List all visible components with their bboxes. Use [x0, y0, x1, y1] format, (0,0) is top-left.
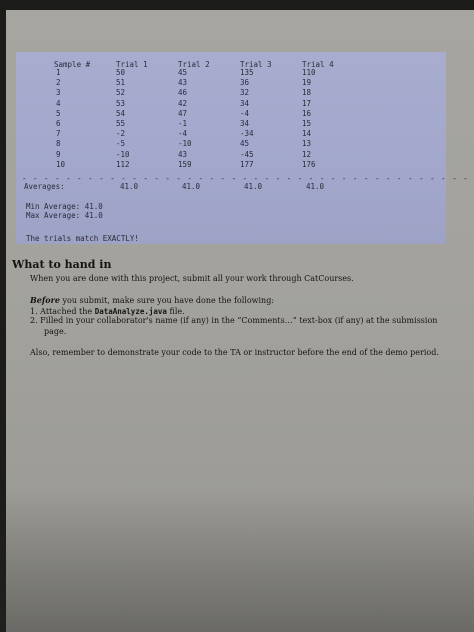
section-heading: What to hand in — [12, 258, 112, 271]
cell-sample: 5 — [56, 108, 61, 118]
table-row — [16, 99, 446, 108]
cell-sample: 2 — [56, 78, 61, 88]
cell-trial-1: 54 — [116, 108, 126, 118]
table-row — [16, 150, 446, 159]
cell-trial-1: 50 — [116, 68, 126, 77]
cell-sample: 3 — [56, 88, 61, 98]
header-trial-1: Trial 1 — [116, 60, 148, 69]
table-row — [16, 160, 446, 169]
match-message: The trials match EXACTLY! — [26, 234, 139, 243]
item1-code: DataAnalyze.java — [94, 307, 167, 316]
cell-trial-3: 135 — [240, 68, 254, 77]
cell-trial-2: 46 — [178, 88, 188, 98]
cell-sample: 8 — [56, 139, 61, 149]
cell-trial-3: 36 — [240, 78, 250, 88]
divider-dashes: - - - - - - - - - - - - - - - - - - - - - - - - - - - - - - - - - - - - - - - - - — [22, 174, 469, 183]
cell-sample: 7 — [56, 129, 61, 139]
averages-label: Averages: — [24, 182, 65, 191]
cell-trial-4: 16 — [302, 108, 312, 118]
item1-suffix: file. — [166, 307, 185, 316]
average-trial-1: 41.0 — [120, 182, 139, 191]
table-row — [16, 109, 446, 118]
table-row — [16, 78, 446, 87]
cell-sample: 10 — [56, 159, 66, 169]
cell-trial-1: 112 — [116, 159, 130, 169]
cell-trial-1: -10 — [116, 149, 130, 159]
cell-trial-1: 55 — [116, 119, 126, 128]
header-trial-4: Trial 4 — [302, 60, 334, 69]
max-average: Max Average: 41.0 — [26, 211, 103, 220]
before-rest: you submit, make sure you have done the following: — [59, 296, 275, 305]
before-text — [30, 295, 274, 305]
cell-trial-3: -34 — [240, 129, 254, 139]
table-row — [16, 88, 446, 97]
cell-trial-1: 52 — [116, 88, 126, 98]
cell-trial-4: 18 — [302, 88, 312, 98]
list-item-2: 2. Filled in your collaborator's name (if any) in the “Comments…” text-box (if any) at the submission — [30, 316, 438, 325]
list-item-2-continued: page. — [44, 327, 67, 336]
average-trial-4: 41.0 — [306, 182, 325, 191]
list-item-1 — [30, 307, 185, 316]
console-output — [16, 52, 469, 244]
cell-trial-2: 47 — [178, 108, 188, 118]
intro-text: When you are done with this project, submit all your work through CatCourses. — [30, 274, 354, 283]
cell-sample: 4 — [56, 98, 61, 108]
cell-trial-1: 53 — [116, 98, 126, 108]
min-max-block — [26, 202, 103, 220]
cell-trial-2: -10 — [178, 139, 192, 149]
cell-trial-3: 45 — [240, 139, 250, 149]
cell-trial-3: -4 — [240, 108, 250, 118]
cell-trial-3: 177 — [240, 159, 254, 169]
min-average: Min Average: 41.0 — [26, 202, 103, 211]
cell-trial-4: 14 — [302, 129, 312, 139]
cell-trial-4: 15 — [302, 119, 312, 128]
cell-trial-3: -45 — [240, 149, 254, 159]
cell-trial-4: 176 — [302, 159, 316, 169]
cell-trial-3: 32 — [240, 88, 250, 98]
cell-trial-4: 12 — [302, 149, 312, 159]
header-trial-2: Trial 2 — [178, 60, 210, 69]
header-trial-3: Trial 3 — [240, 60, 272, 69]
cell-trial-2: 43 — [178, 78, 188, 88]
average-trial-2: 41.0 — [182, 182, 201, 191]
cell-trial-4: 110 — [302, 68, 316, 77]
cell-trial-4: 17 — [302, 98, 312, 108]
cell-trial-2: 159 — [178, 159, 192, 169]
table-row — [16, 119, 446, 128]
cell-sample: 6 — [56, 119, 61, 128]
before-emphasis: Before — [30, 295, 60, 305]
cell-trial-2: -4 — [178, 129, 188, 139]
cell-sample: 9 — [56, 149, 61, 159]
cell-trial-1: -2 — [116, 129, 126, 139]
table-row — [16, 139, 446, 148]
header-sample: Sample # — [54, 60, 91, 69]
average-trial-3: 41.0 — [244, 182, 263, 191]
cell-trial-1: -5 — [116, 139, 126, 149]
remember-text: Also, remember to demonstrate your code to the TA or instructor before the end of the demo period. — [30, 348, 439, 357]
cell-trial-3: 34 — [240, 119, 250, 128]
cell-trial-1: 51 — [116, 78, 126, 88]
cell-sample: 1 — [56, 68, 61, 77]
cell-trial-2: 43 — [178, 149, 188, 159]
cell-trial-2: 45 — [178, 68, 188, 77]
cell-trial-4: 19 — [302, 78, 312, 88]
table-row — [16, 68, 446, 77]
cell-trial-2: -1 — [178, 119, 188, 128]
item1-prefix: 1. Attached the — [30, 307, 95, 316]
cell-trial-4: 13 — [302, 139, 312, 149]
cell-trial-3: 34 — [240, 98, 250, 108]
cell-trial-2: 42 — [178, 98, 188, 108]
table-row — [16, 129, 446, 138]
